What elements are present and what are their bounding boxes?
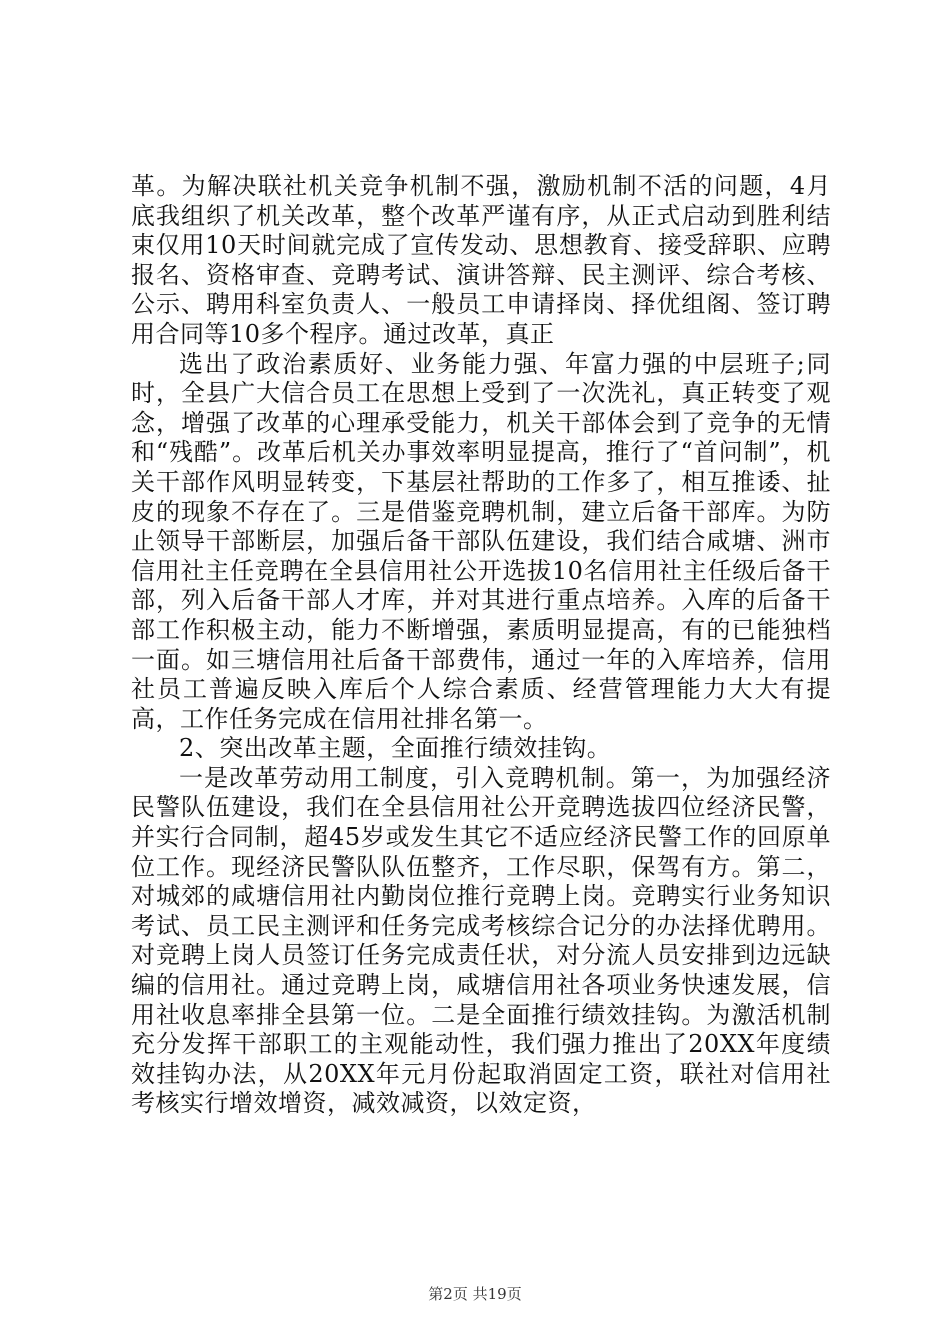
- page-number: 第2页 共19页: [428, 1285, 522, 1303]
- paragraph-2: 选出了政治素质好、业务能力强、年富力强的中层班子;同时，全县广大信合员工在思想上受到了一次洗礼，真正转变了观念，增强了改革的心理承受能力，机关干部体会到了竞争的无情和“残酷”。改革后机关办事效率明显提高，推行了“首问制”，机关干部作风明显转变，下基层社帮助的工作多了，相互推诿、扯皮的现象不存在了。三是借鉴竞聘机制，建立后备干部库。为防止领导干部断层，加强后备干部队伍建设，我们结合咸塘、洲市信用社主任竞聘在全县信用社公开选拔10名信用社主任级后备干部，列入后备干部人才库，并对其进行重点培养。入库的后备干部工作积极主动，能力不断增强，素质明显提高，有的已能独档一面。如三塘信用社后备干部费伟，通过一年的入库培养，信用社员工普遍反映入库后个人综合素质、经营管理能力大大有提高，工作任务完成在信用社排名第一。: [131, 349, 831, 733]
- paragraph-1: 革。为解决联社机关竞争机制不强，激励机制不活的问题，4月底我组织了机关改革，整个改革严谨有序，从正式启动到胜利结束仅用10天时间就完成了宣传发动、思想教育、接受辞职、应聘报名、资格审查、竞聘考试、演讲答辩、民主测评、综合考核、公示、聘用科室负责人、一般员工申请择岗、择优组阁、签订聘用合同等10多个程序。通过改革，真正: [131, 172, 831, 348]
- document-body: [131, 172, 831, 1119]
- page-footer: [0, 1283, 950, 1304]
- paragraph-3: 2、突出改革主题，全面推行绩效挂钩。: [179, 734, 612, 763]
- paragraph-4: 一是改革劳动用工制度，引入竞聘机制。第一，为加强经济民警队伍建设，我们在全县信用社公开竞聘选拔四位经济民警，并实行合同制，超45岁或发生其它不适应经济民警工作的回原单位工作。现经济民警队队伍整齐，工作尽职，保驾有方。第二，对城郊的咸塘信用社内勤岗位推行竞聘上岗。竞聘实行业务知识考试、员工民主测评和任务完成考核综合记分的办法择优聘用。对竞聘上岗人员签订任务完成责任状，对分流人员安排到边远缺编的信用社。通过竞聘上岗，咸塘信用社各项业务快速发展，信用社收息率排全县第一位。二是全面推行绩效挂钩。为激活机制充分发挥干部职工的主观能动性，我们强力推出了20XX年度绩效挂钩办法，从20XX年元月份起取消固定工资，联社对信用社考核实行增效增资，减效减资，以效定资，: [131, 763, 831, 1118]
